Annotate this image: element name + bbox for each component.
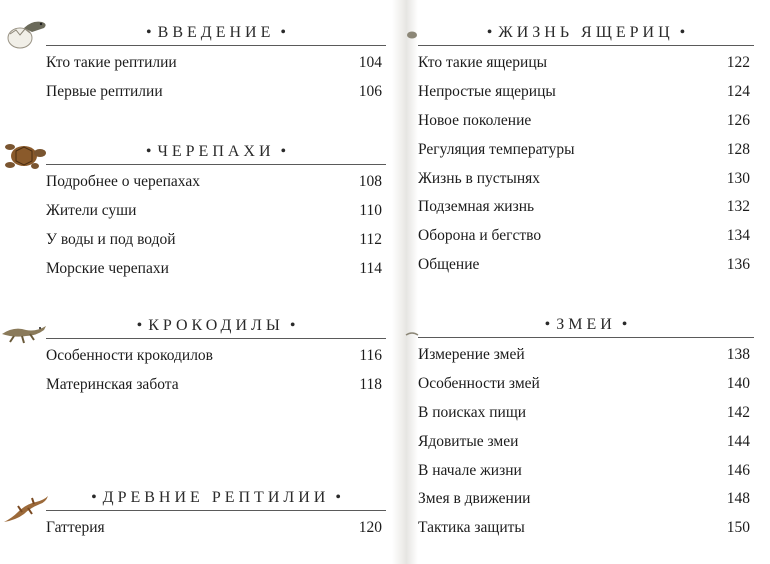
toc-section-lizards [418, 22, 754, 280]
toc-entry-label: Тактика защиты [418, 519, 525, 537]
toc-entry-page: 138 [726, 346, 750, 363]
section-title: • ЧЕРЕПАХИ • [145, 143, 287, 160]
toc-entry[interactable] [418, 78, 754, 107]
crocodile-illustration [0, 316, 48, 346]
toc-entry-page: 116 [359, 347, 382, 364]
section-divider [418, 45, 754, 46]
toc-entry-label: Первые рептилии [46, 82, 163, 100]
toc-entry-page: 132 [726, 198, 750, 216]
toc-entry[interactable] [418, 370, 754, 399]
toc-entry[interactable] [418, 457, 754, 486]
section-divider [418, 337, 754, 338]
toc-entry-page: 118 [359, 375, 382, 393]
toc-entry[interactable] [418, 341, 754, 370]
toc-section-turtles [46, 141, 386, 284]
toc-entry-page: 128 [726, 140, 750, 158]
toc-entry-label: Измерение змей [418, 346, 525, 363]
toc-entry-page: 146 [726, 461, 750, 479]
toc-entry-page: 114 [359, 259, 382, 277]
toc-entry[interactable] [418, 107, 754, 136]
toc-entry-page: 120 [358, 519, 382, 536]
toc-entry-label: Жизнь в пустынях [418, 169, 541, 187]
toc-entry-label: Кто такие ящерицы [418, 54, 548, 71]
toc-entry[interactable] [46, 371, 386, 400]
toc-entry-label: У воды и под водой [46, 230, 176, 248]
toc-entry-page: 122 [726, 54, 750, 71]
toc-section-introduction [46, 22, 386, 107]
toc-entry[interactable] [418, 399, 754, 428]
toc-entry[interactable] [418, 49, 754, 78]
section-divider [46, 45, 386, 46]
toc-section-ancient-reptiles [46, 487, 386, 543]
toc-entry-label: Кто такие рептилии [46, 54, 177, 71]
lizard-illustration [2, 492, 50, 526]
toc-entry-label: Особенности змей [418, 374, 540, 392]
toc-entry[interactable] [46, 49, 386, 78]
toc-entry-label: Подробнее о черепахах [46, 173, 200, 190]
section-title: • ВВЕДЕНИЕ • [146, 24, 286, 41]
toc-entry[interactable] [418, 193, 754, 222]
section-title: • КРОКОДИЛЫ • [136, 317, 296, 334]
toc-entry[interactable] [46, 197, 386, 226]
toc-entry-page: 136 [726, 256, 750, 274]
toc-entry[interactable] [46, 342, 386, 371]
toc-entry-label: Гаттерия [46, 519, 105, 536]
toc-entry-page: 124 [726, 82, 750, 100]
toc-entry-label: Непростые ящерицы [418, 82, 556, 100]
toc-entry-label: Змея в движении [418, 490, 531, 508]
toc-entry-label: Ядовитые змеи [418, 432, 519, 450]
toc-entry[interactable] [418, 136, 754, 165]
toc-entry[interactable] [418, 251, 754, 280]
toc-entry-label: Регуляция температуры [418, 140, 575, 158]
hatching-egg-illustration [2, 14, 50, 50]
toc-entry[interactable] [46, 78, 386, 107]
toc-entry[interactable] [418, 165, 754, 194]
toc-entry[interactable] [418, 428, 754, 457]
toc-entry-page: 126 [726, 111, 750, 129]
toc-section-crocodiles [46, 315, 386, 400]
toc-entry[interactable] [46, 514, 386, 543]
toc-entry-label: Подземная жизнь [418, 198, 535, 216]
toc-entry-label: Оборона и бегство [418, 227, 542, 245]
toc-entry-label: Материнская забота [46, 375, 179, 393]
section-title: • ЗМЕИ • [544, 316, 628, 333]
toc-entry-label: Жители суши [46, 201, 137, 219]
toc-entry[interactable] [46, 226, 386, 255]
toc-entry-page: 150 [726, 519, 750, 537]
toc-entry-page: 106 [358, 82, 382, 100]
toc-entry-label: Особенности крокодилов [46, 347, 213, 364]
toc-section-snakes [418, 314, 754, 543]
toc-entry-label: В поисках пищи [418, 403, 527, 421]
toc-entry-page: 134 [726, 227, 750, 245]
toc-entry-page: 144 [726, 432, 750, 450]
toc-entry[interactable] [418, 222, 754, 251]
toc-entry[interactable] [418, 485, 754, 514]
toc-entry-page: 108 [358, 173, 382, 190]
toc-entry[interactable] [46, 255, 386, 284]
toc-entry-page: 148 [726, 490, 750, 508]
section-divider [46, 338, 386, 339]
toc-entry-page: 130 [726, 169, 750, 187]
toc-entry[interactable] [46, 168, 386, 197]
toc-entry-page: 104 [358, 54, 382, 71]
section-title: • ЖИЗНЬ ЯЩЕРИЦ • [486, 24, 686, 41]
turtle-illustration [2, 138, 50, 174]
section-title: • ДРЕВНИЕ РЕПТИЛИИ • [91, 489, 341, 506]
toc-entry-page: 140 [726, 374, 750, 392]
toc-entry-label: В начале жизни [418, 461, 522, 479]
book-gutter [392, 0, 418, 564]
pebble-illustration [405, 30, 419, 40]
section-divider [46, 164, 386, 165]
toc-entry-page: 142 [726, 403, 750, 421]
toc-entry[interactable] [418, 514, 754, 543]
toc-entry-page: 110 [359, 201, 382, 219]
section-divider [46, 510, 386, 511]
toc-entry-label: Новое поколение [418, 111, 532, 129]
toc-entry-page: 112 [359, 230, 382, 248]
toc-entry-label: Общение [418, 256, 480, 274]
toc-entry-label: Морские черепахи [46, 259, 169, 277]
